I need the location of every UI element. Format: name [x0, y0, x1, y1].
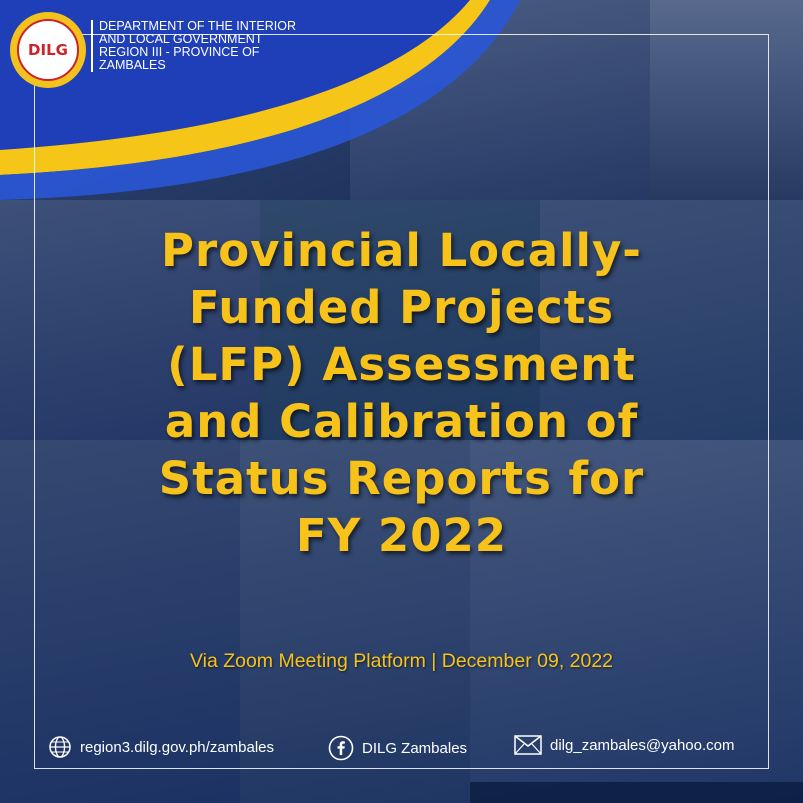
- facebook-link[interactable]: DILG Zambales: [362, 739, 468, 757]
- title-line: Funded Projects: [188, 281, 615, 334]
- title-line: FY 2022: [295, 509, 508, 562]
- mail-icon: [514, 735, 542, 755]
- agency-line: REGION III - PROVINCE OF: [99, 45, 260, 59]
- agency-line: AND LOCAL GOVERNMENT: [99, 32, 263, 46]
- email-contact[interactable]: [514, 735, 735, 755]
- agency-line: DEPARTMENT OF THE INTERIOR: [99, 19, 297, 33]
- seal-inner: [17, 19, 79, 81]
- event-subtitle: Via Zoom Meeting Platform | December 09, 2022: [189, 650, 614, 672]
- title-line: Provincial Locally-: [161, 224, 642, 277]
- title-line: Status Reports for: [158, 452, 645, 505]
- main-title: [0, 222, 803, 564]
- website-contact[interactable]: [48, 735, 274, 759]
- globe-icon: [48, 735, 72, 759]
- background-photo-footer-strip: [470, 782, 803, 803]
- seal-label: DILG: [28, 41, 68, 59]
- dilg-seal-logo: [10, 12, 86, 88]
- title-line: and Calibration of: [164, 395, 639, 448]
- email-link[interactable]: dilg_zambales@yahoo.com: [550, 736, 735, 754]
- agency-name: [91, 20, 349, 72]
- agency-line: ZAMBALES: [99, 58, 166, 72]
- facebook-contact[interactable]: [328, 735, 467, 761]
- facebook-icon: [328, 735, 354, 761]
- website-link[interactable]: region3.dilg.gov.ph/zambales: [80, 738, 275, 756]
- title-line: (LFP) Assessment: [167, 338, 636, 391]
